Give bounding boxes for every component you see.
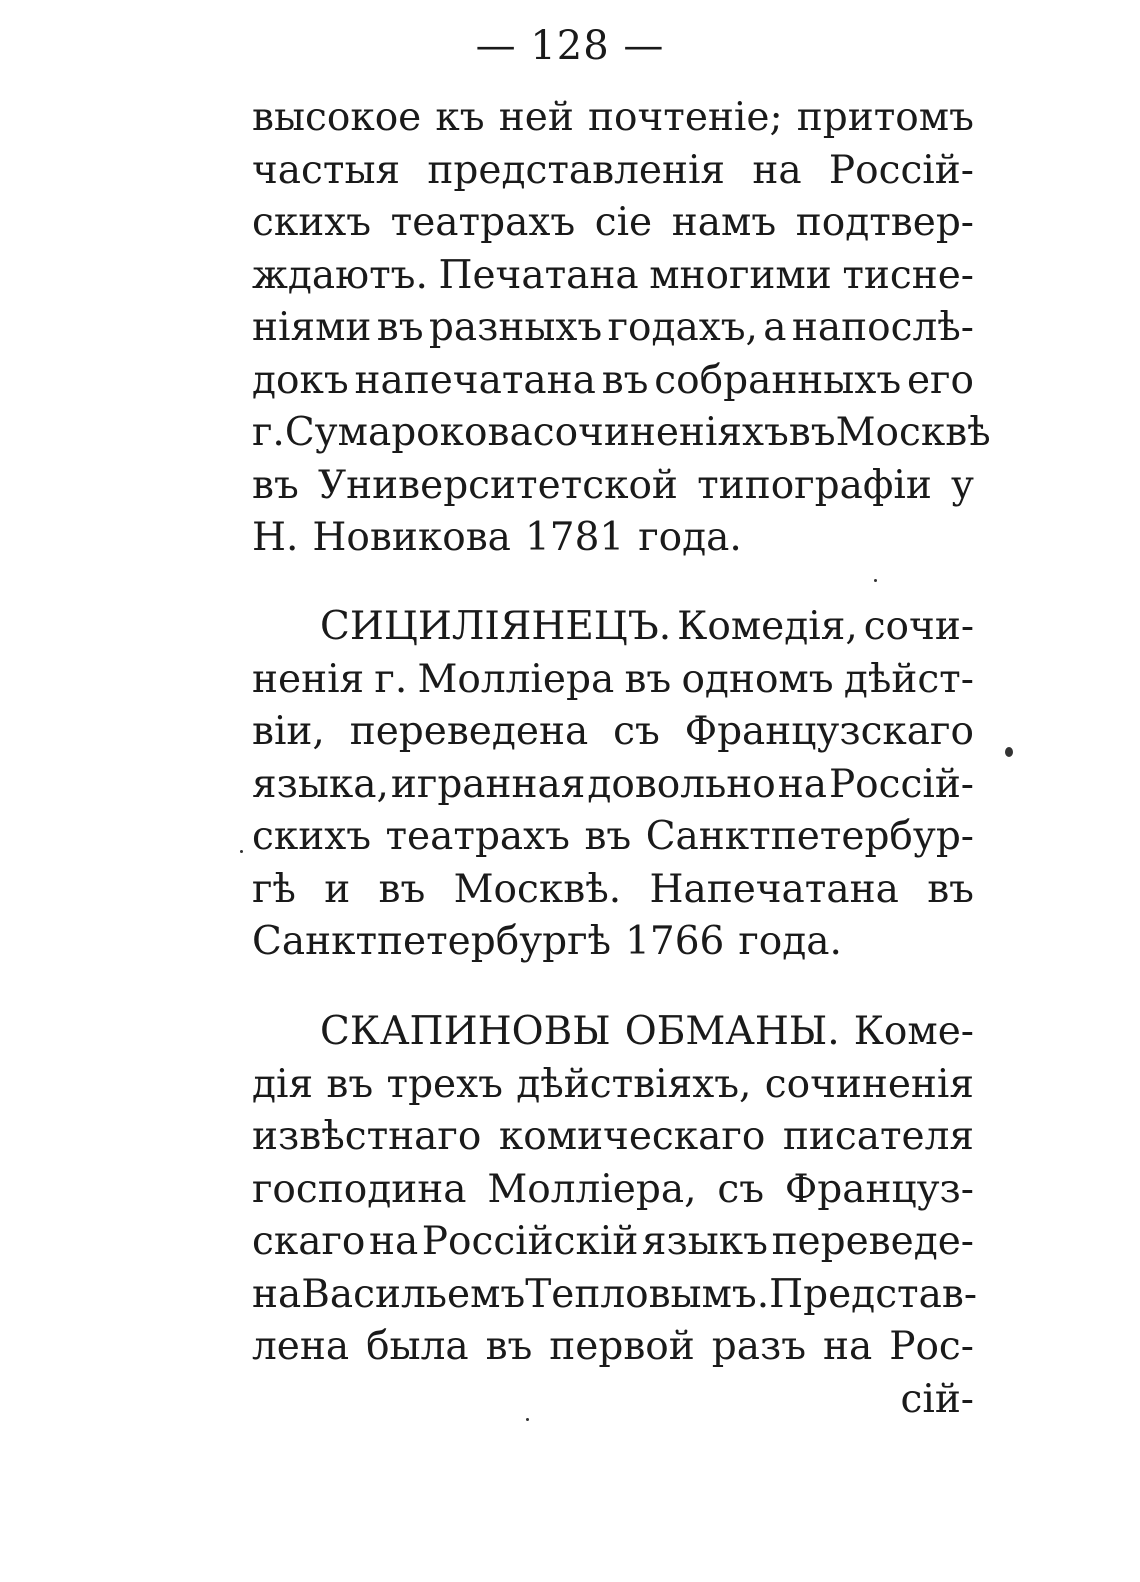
text-line: [252, 460, 974, 513]
word: одномъ: [681, 656, 834, 702]
word: сочиненіяхъ: [532, 410, 789, 455]
word: сій-: [900, 1376, 974, 1422]
word: языкъ: [641, 1219, 768, 1264]
word: Тепловымъ.: [525, 1271, 770, 1317]
word: въ: [376, 305, 424, 350]
word: г.: [252, 410, 285, 455]
word: подтвер-: [795, 200, 974, 245]
word: сочиненія: [764, 1061, 974, 1107]
word: Комедія,: [677, 604, 858, 649]
text-line: [252, 355, 974, 408]
page-number: — 128 —: [475, 23, 665, 69]
word: представленія: [427, 147, 726, 193]
word: дѣйст-: [843, 656, 974, 702]
word: Университетской: [317, 462, 678, 508]
word: Санктпетербургѣ: [252, 919, 612, 964]
word: ждаютъ.: [252, 252, 428, 298]
word: года.: [638, 515, 742, 560]
word: переведе-: [771, 1219, 974, 1264]
text-line: [252, 601, 974, 654]
paragraph-scapin: [252, 1006, 977, 1426]
word: почтеніе;: [588, 95, 783, 140]
word: переведена: [349, 709, 589, 754]
word: господина: [252, 1166, 467, 1212]
word: театрахъ: [390, 200, 576, 245]
text-line: [252, 1216, 974, 1269]
word: къ: [435, 95, 485, 140]
word: а: [763, 305, 787, 350]
word: притомъ: [796, 95, 974, 140]
word: на: [777, 761, 827, 807]
word: Сумарокова: [284, 410, 533, 455]
text-line: [252, 512, 974, 565]
word: ней: [498, 95, 574, 140]
word: на: [368, 1219, 419, 1264]
text-line: [252, 1006, 974, 1059]
scan-speck: [1005, 747, 1013, 757]
word: скихъ: [252, 814, 372, 859]
word: Молліера: [417, 656, 615, 702]
text-line: [252, 407, 991, 460]
scan-speck: [240, 850, 243, 853]
text-line: [252, 197, 974, 250]
paragraph-sicilian: [252, 601, 974, 969]
word: игранная: [390, 761, 586, 807]
word: Французскаго: [684, 709, 974, 754]
word: тисне-: [842, 252, 974, 298]
word: была: [366, 1324, 469, 1369]
word: Санктпетербур-: [645, 814, 974, 859]
word: писателя: [782, 1114, 974, 1159]
word: въ: [252, 462, 299, 508]
word: напослѣ-: [791, 305, 974, 350]
text-line: [252, 1321, 974, 1374]
word: собранныхъ: [654, 357, 902, 403]
paragraph-main: [252, 92, 991, 565]
word: въ: [601, 357, 649, 403]
text-line: [252, 916, 974, 969]
word: намъ: [671, 200, 777, 245]
word: его: [906, 357, 974, 403]
word: въ: [788, 410, 836, 455]
word: Представ-: [769, 1271, 977, 1317]
word: Россійскій: [421, 1219, 639, 1264]
word: Россій-: [828, 761, 974, 807]
word: Москвѣ: [835, 410, 991, 455]
text-line: [252, 1111, 974, 1164]
scan-speck: [526, 1418, 529, 1421]
word: Француз-: [784, 1166, 974, 1212]
word: Печатана: [438, 252, 639, 298]
word: многими: [649, 252, 832, 298]
word: гѣ: [252, 866, 296, 912]
word: первой: [549, 1324, 695, 1369]
word: лена: [252, 1324, 350, 1369]
word: года.: [738, 919, 842, 964]
word: годахъ,: [607, 305, 758, 350]
text-line: [252, 145, 974, 198]
word: Напечатана: [649, 866, 899, 912]
word: въ: [584, 814, 632, 859]
word: разныхъ: [428, 305, 603, 350]
text-line: [252, 1059, 974, 1112]
word: Васильемъ: [301, 1271, 526, 1317]
word: ненія: [252, 656, 365, 702]
word: віи,: [252, 709, 325, 754]
word: и: [324, 866, 351, 912]
word: типографіи: [697, 462, 932, 508]
text-line: [252, 811, 974, 864]
word: разъ: [711, 1324, 807, 1369]
word: СИЦИЛІЯНЕЦЪ.: [320, 604, 672, 649]
word: Рос-: [889, 1324, 974, 1369]
text-line: [252, 92, 974, 145]
word: г.: [374, 656, 408, 702]
word: въ: [927, 866, 974, 912]
word: довольно: [587, 761, 776, 807]
word: СКАПИНОВЫ: [320, 1009, 611, 1054]
word: дія: [252, 1061, 314, 1107]
word: ОБМАНЫ.: [624, 1009, 840, 1054]
word: докъ: [252, 357, 349, 403]
word: у: [951, 462, 974, 508]
text-line: [252, 250, 974, 303]
word: въ: [624, 656, 672, 702]
word: высокое: [252, 95, 422, 140]
word: въ: [326, 1061, 374, 1107]
word: Россій-: [828, 147, 974, 193]
word: Коме-: [853, 1009, 974, 1054]
scan-speck: [874, 579, 877, 582]
word: сіе: [594, 200, 653, 245]
word: языка,: [252, 761, 389, 807]
word: съ: [613, 709, 660, 754]
word: скаго: [252, 1219, 366, 1264]
word: комическаго: [498, 1114, 766, 1159]
text-line: [252, 1374, 974, 1427]
word: частыя: [252, 147, 401, 193]
word: напечатана: [354, 357, 596, 403]
text-line: [252, 1269, 977, 1322]
word: на: [252, 1271, 302, 1317]
word: съ: [717, 1166, 765, 1212]
word: трехъ: [386, 1061, 503, 1107]
word: на: [752, 147, 802, 193]
word: скихъ: [252, 200, 372, 245]
text-line: [252, 302, 974, 355]
word: на: [823, 1324, 873, 1369]
word: 1766: [625, 919, 725, 964]
word: въ: [485, 1324, 533, 1369]
word: Н.: [252, 515, 299, 560]
text-line: [252, 1164, 974, 1217]
word: въ: [378, 866, 426, 912]
word: Молліера,: [487, 1166, 697, 1212]
word: дѣйствіяхъ,: [516, 1061, 752, 1107]
word: извѣстнаго: [252, 1114, 482, 1159]
word: театрахъ: [385, 814, 570, 859]
word: 1781: [524, 515, 625, 560]
word: ніями: [252, 305, 372, 350]
word: Москвѣ.: [453, 866, 622, 912]
text-line: [252, 706, 974, 759]
text-line: [252, 654, 974, 707]
word: сочи-: [863, 604, 974, 649]
word: Новикова: [312, 515, 511, 560]
text-line: [252, 759, 974, 812]
text-line: [252, 864, 974, 917]
